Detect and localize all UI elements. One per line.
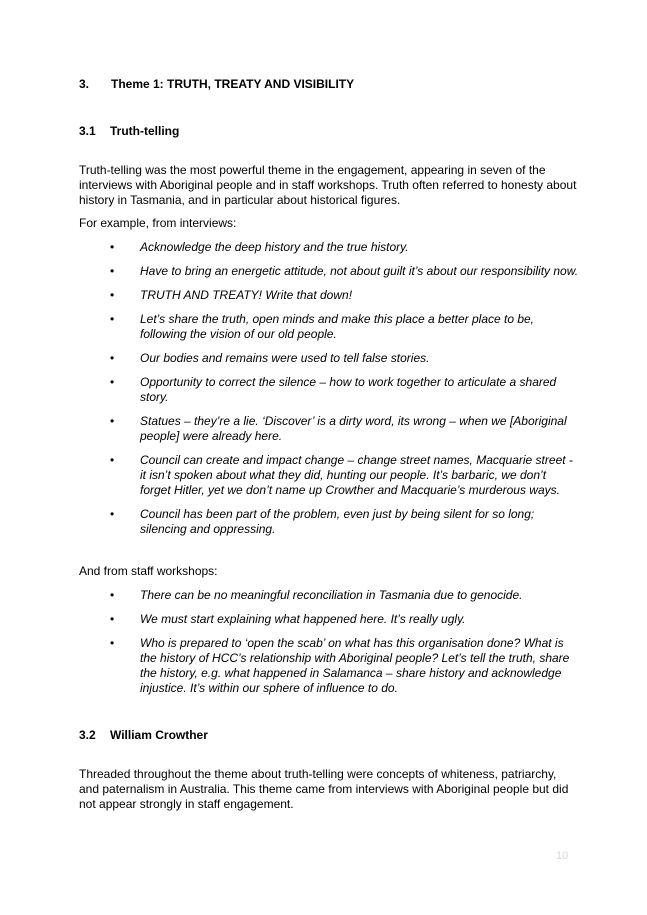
bullet: • xyxy=(110,375,115,389)
bullet: • xyxy=(110,414,115,428)
list-item: • We must start explaining what happened here. It’s really ugly. xyxy=(110,612,466,626)
section-heading-william-crowther xyxy=(79,728,208,742)
list-item: • Council has been part of the problem, even just by being silent for so long; silencing and oppressing. xyxy=(110,507,535,536)
list-item: • Have to bring an energetic attitude, not about guilt it’s about our responsibility now. xyxy=(110,264,579,278)
bullet: • xyxy=(110,240,115,254)
list-item: • Let’s share the truth, open minds and make this place a better place to be, following the vision of our old people. xyxy=(110,312,535,341)
bullet: • xyxy=(110,453,115,467)
bullet: • xyxy=(110,351,115,365)
list-item: • TRUTH AND TREATY! Write that down! xyxy=(110,288,353,302)
list-item: • Opportunity to correct the silence – how to work together to articulate a shared story. xyxy=(110,375,557,404)
list-item: • Our bodies and remains were used to tell false stories. xyxy=(110,351,430,365)
list-item: • Council can create and impact change – change street names, Macquarie street - it isn’t spoken about what they did, hunting our people. It’s barbaric, we don’t forget Hitler, yet we don’t name up Crowther and Macquarie’s murderous ways. xyxy=(110,453,573,497)
intro-paragraph: Truth-telling was the most powerful theme in the engagement, appearing in seven of the interviews with Aboriginal people and in staff workshops. Truth often referred to honesty about history in Tasmania, and in particular about historical figures. xyxy=(79,163,577,207)
bullet: • xyxy=(110,507,115,521)
interview-quotes-list xyxy=(79,240,579,546)
list-item: • Who is prepared to ‘open the scab’ on what has this organisation done? What is the history of HCC’s relationship with Aboriginal people? Let’s tell the truth, share the history, e.g. what happened in Salamanca – share history and acknowledge injustice. It’s within our sphere of influence to do. xyxy=(110,636,570,695)
workshops-lead: And from staff workshops: xyxy=(79,564,218,578)
list-item: • Statues – they’re a lie. ‘Discover’ is a dirty word, its wrong – when we [Aboriginal people] were already here. xyxy=(110,414,567,443)
bullet: • xyxy=(110,312,115,326)
list-item: • There can be no meaningful reconciliation in Tasmania due to genocide. xyxy=(110,588,523,602)
section-title: Truth-telling xyxy=(110,124,180,138)
section-title: William Crowther xyxy=(110,728,208,742)
chapter-title: Theme 1: TRUTH, TREATY AND VISIBILITY xyxy=(111,77,355,91)
section-number: 3.2 xyxy=(79,728,96,742)
list-item: • Acknowledge the deep history and the true history. xyxy=(110,240,409,254)
bullet: • xyxy=(110,264,115,278)
workshop-quotes-list xyxy=(79,588,579,705)
page-number: 10 xyxy=(556,850,569,862)
bullet: • xyxy=(110,588,115,602)
section-number: 3.1 xyxy=(79,124,96,138)
crowther-paragraph: Threaded throughout the theme about truth-telling were concepts of whiteness, patriarchy, and paternalism in Australia. This theme came from interviews with Aboriginal people but did not appear strongly in staff engagement. xyxy=(79,767,569,811)
bullet: • xyxy=(110,612,115,626)
chapter-heading xyxy=(79,77,354,91)
bullet: • xyxy=(110,636,115,650)
interviews-lead: For example, from interviews: xyxy=(79,216,237,230)
chapter-number: 3. xyxy=(79,77,90,91)
section-heading-truth-telling xyxy=(79,124,179,138)
bullet: • xyxy=(110,288,115,302)
